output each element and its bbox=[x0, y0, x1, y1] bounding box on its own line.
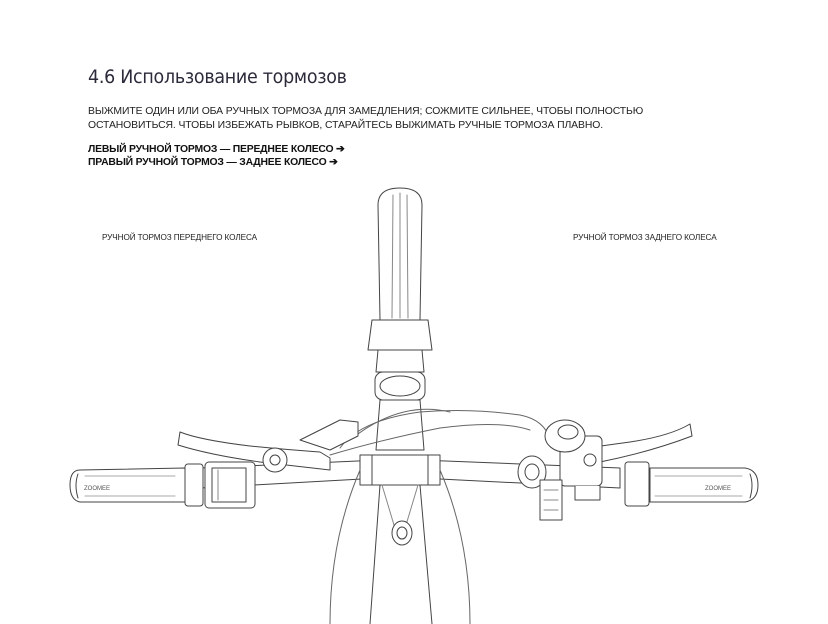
left-grip bbox=[70, 464, 203, 506]
stem-tube bbox=[368, 188, 432, 450]
rule-left-brake: ЛЕВЫЙ РУЧНОЙ ТОРМОЗ — ПЕРЕДНЕЕ КОЛЕСО ➔ bbox=[88, 144, 345, 155]
left-grip-text: ZOOMEE bbox=[84, 486, 111, 492]
right-grip-text: ZOOMEE bbox=[705, 486, 732, 492]
section-title: 4.6 Использование тормозов bbox=[88, 66, 347, 88]
instruction-line-1: ВЫЖМИТЕ ОДИН ИЛИ ОБА РУЧНЫХ ТОРМОЗА ДЛЯ ЗАМЕДЛЕНИЯ; СОЖМИТЕ СИЛЬНЕЕ, ЧТОБЫ ПОЛНОСТЬЮ bbox=[88, 106, 644, 117]
front-brake-label: РУЧНОЙ ТОРМОЗ ПЕРЕДНЕГО КОЛЕСА bbox=[102, 233, 257, 242]
fork-tube bbox=[330, 470, 470, 624]
right-grip bbox=[625, 462, 758, 506]
rear-brake-label: РУЧНОЙ ТОРМОЗ ЗАДНЕГО КОЛЕСА bbox=[573, 233, 717, 242]
instruction-line-2: ОСТАНОВИТЬСЯ. ЧТОБЫ ИЗБЕЖАТЬ РЫВКОВ, СТАРАЙТЕСЬ ВЫЖИМАТЬ РУЧНЫЕ ТОРМОЗА ПЛАВНО. bbox=[88, 120, 604, 131]
rule-right-brake: ПРАВЫЙ РУЧНОЙ ТОРМОЗ — ЗАДНЕЕ КОЛЕСО ➔ bbox=[88, 157, 338, 168]
brake-cables bbox=[330, 409, 550, 455]
left-shifter bbox=[205, 462, 255, 508]
